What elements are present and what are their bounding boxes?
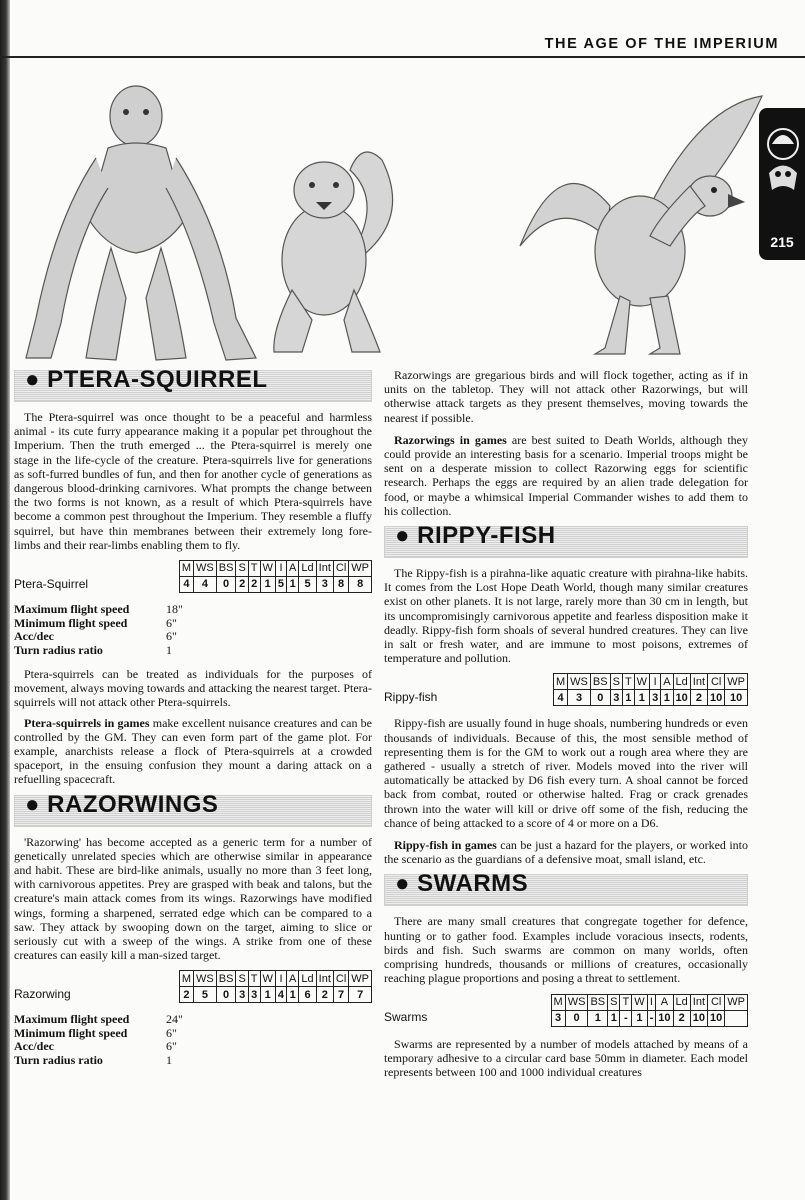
profile-name: Ptera-Squirrel — [14, 576, 89, 591]
ptera-squirrel-intro: The Ptera-squirrel was once thought to be a peaceful and harmless animal - its cute furry appearance making it a popular pet throughout the Imperium. Then the truth emerged ... the Ptera-squirrel is merely one stage in the life-cycle of the creature. Ptera-squirrels live for generations as soft-furred bundles of fun, and then for another cycle of generations as dangerous blood-drinking carnivores. What prompts the change between the two forms is not known, as a result of which Ptera-squirrels have become a common pest throughout the Imperium. They resemble a fluffy squirrel, but have thin membranes between their extremely long fore-limbs and their rear-limbs enabling them to fly. — [14, 410, 372, 552]
razorwing-profile — [14, 970, 372, 1003]
rippy-fish-intro: The Rippy-fish is a pirahna-like aquatic creature with pirahna-like habits. It comes from the Lost Hope Death World, though many similar creatures exist on other planets. It is not large, rarely more than 30 cm in length, but its uncompromisingly carnivorous appetite and fearless disposition make it deadly. Rippy-fish form shoals of several hundred creatures. They can live in salt or fresh water, and are immune to most poisons, extremes of temperature and pollution. — [384, 566, 748, 666]
swarms-bases: Swarms are represented by a number of models attached by means of a temporary adhesive to a circular card base 50mm in diameter. Each model represents between 100 and 1000 individual creatures — [384, 1036, 748, 1079]
rippy-fish-in-games: Rippy-fish in games can be just a hazard for the players, or worked into the scenario as the guardians of a defensive moat, small island, etc. — [384, 838, 748, 867]
page-binding-shadow — [0, 0, 10, 1200]
header-rule — [0, 56, 805, 58]
rippy-fish-shoals: Rippy-fish are usually found in huge shoals, numbering hundreds or even thousands of individuals. Because of this, the most sensible method of representing them is for the GM to work out a rough area where they are gathered - usually a stretch of river. Models moved into the river will automatically be attacked by D6 fish every turn. A shoal cannot be forced back from combat, routed or otherwise halted. Frag or crack grenades thrown into the water will kill or drive off some of the fish, reducing the chance of being attacked to a score of 4 or more on a D6. — [384, 716, 748, 830]
right-column — [384, 368, 748, 1087]
ptera-squirrel-adult-illustration — [16, 68, 266, 368]
ptera-squirrel-movement: Ptera-squirrels can be treated as individuals for the purposes of movement, always moving towards and attacking the nearest target. Ptera-squirrels will not attack other Ptera-squirrels. — [14, 667, 372, 710]
rippy-fish-stat-table: M WS BS S T W I A Ld Int Cl WP 4 3 0 3 1 1 3 1 10 2 10 10 — [553, 673, 748, 706]
swarms-stat-table: M WS BS S T W I A Ld Int Cl WP 3 0 1 1 - 1 - 10 2 10 10 — [551, 994, 748, 1027]
profile-name: Razorwing — [14, 987, 71, 1002]
running-head: THE AGE OF THE IMPERIUM — [544, 36, 779, 52]
razorwings-intro: 'Razorwing' has become accepted as a generic term for a number of genetically unrelated species which are otherwise similar in appearance and habit. These are bird-like animals, usually no more than 3 feet long, with carnivorous appetites. Prey are grasped with beak and talons, but the creature's main attack comes from its wings. Razorwings have modified wings, forming a sharpened, serrated edge which can be compared to a saw. They attack by swooping down on the target, aiming to slice or seriously cut with a sweep of the wings. A strike from one of these creatures can easily kill a man-sized target. — [14, 834, 372, 963]
ptera-squirrel-stat-table: M WS BS S T W I A Ld Int Cl WP 4 4 0 2 2 1 5 1 5 3 8 8 — [179, 560, 372, 593]
razorwings-in-games: Razorwings in games are best suited to Death Worlds, although they could provide an interesting basis for a scenario. Imperial troops might be sent on a desperate mission to collect Razorwing eggs for scientific research. Perhaps the eggs are required by an alien trade delegation for food, or maybe a whimsical Imperial Commander wishes to add them to his collection. — [384, 432, 748, 518]
profile-name: Swarms — [384, 1010, 428, 1025]
ptera-squirrel-profile — [14, 560, 372, 593]
left-column — [14, 366, 372, 1077]
ptera-squirrel-in-games: Ptera-squirrels in games make excellent nuisance creatures and can be controlled by the GM. They can even form part of the game plot. For example, anarchists release a flock of Ptera-squirrels at a crowded spaceport, in the ensuing confusion they mount a daring attack on a refuelling spacecraft. — [14, 715, 372, 787]
swarms-heading: ● SWARMS — [384, 874, 748, 906]
ptera-squirrel-heading: ● PTERA-SQUIRREL — [14, 370, 372, 402]
swarms-profile — [384, 994, 748, 1027]
razorwing-illustration — [500, 86, 772, 358]
rippy-fish-heading: ● RIPPY-FISH — [384, 526, 748, 558]
razorwings-heading: ● RAZORWINGS — [14, 795, 372, 827]
razorwings-behaviour: Razorwings are gregarious birds and will flock together, acting as if in units on the tabletop. They will not attack other Razorwings, but will otherwise attack targets as they present themselves, moving towards the nearest if possible. — [384, 368, 748, 425]
profile-name: Rippy-fish — [384, 690, 438, 705]
razorwing-flight-table: Maximum flight speed 24" Minimum flight speed 6" Acc/dec 6" Turn radius ratio 1 — [14, 1012, 183, 1067]
page-number: 215 — [770, 234, 794, 250]
razorwing-stat-table: M WS BS S T W I A Ld Int Cl WP 2 5 0 3 3 1 4 1 6 2 7 7 — [179, 970, 372, 1003]
ptera-squirrel-fluffy-illustration — [262, 140, 412, 358]
ptera-squirrel-flight-table: Maximum flight speed 18" Minimum flight speed 6" Acc/dec 6" Turn radius ratio 1 — [14, 602, 183, 657]
swarms-intro: There are many small creatures that congregate together for defence, hunting or to gather food. Examples include voracious insects, rodents, birds and fish. Such swarms are common on many worlds, often comprising hundreds, thousands or millions of creatures, occasionally reaching plague proportions and posing a threat to settlement. — [384, 914, 748, 986]
rippy-fish-profile — [384, 673, 748, 706]
